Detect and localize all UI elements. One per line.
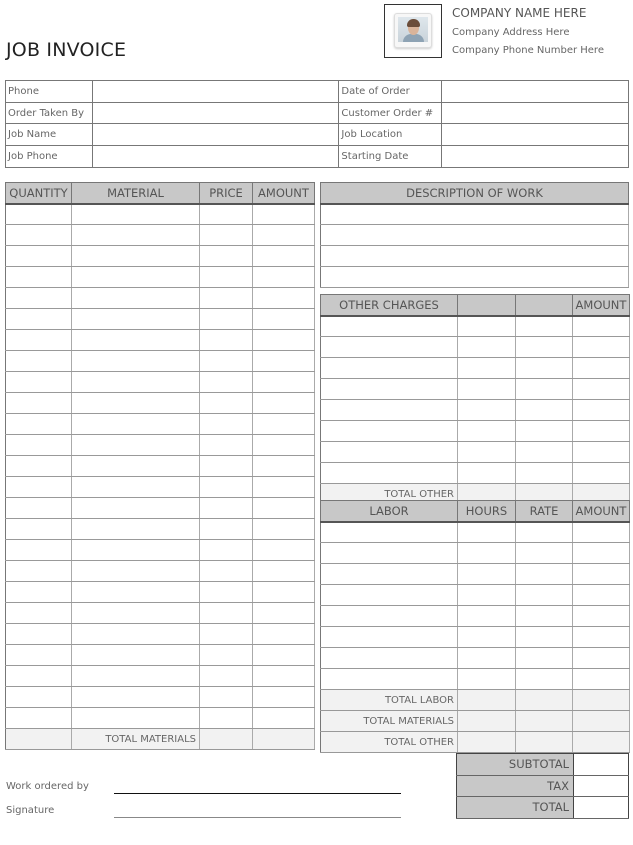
total-materials-label: TOTAL MATERIALS xyxy=(321,711,458,732)
labor-row xyxy=(321,522,630,543)
table-cell[interactable] xyxy=(200,645,253,666)
table-cell[interactable] xyxy=(6,414,72,435)
table-cell[interactable] xyxy=(321,267,629,288)
table-cell[interactable] xyxy=(200,624,253,645)
table-cell[interactable] xyxy=(573,564,630,585)
material-row xyxy=(6,498,315,519)
table-cell[interactable] xyxy=(200,603,253,624)
table-cell[interactable] xyxy=(6,582,72,603)
total-cell[interactable] xyxy=(516,711,573,732)
table-cell[interactable] xyxy=(573,442,630,463)
table-cell[interactable] xyxy=(573,522,630,543)
material-row xyxy=(6,351,315,372)
table-cell[interactable] xyxy=(458,337,516,358)
info-row xyxy=(6,146,629,168)
table-cell[interactable] xyxy=(6,561,72,582)
table-cell[interactable] xyxy=(253,519,315,540)
material-row xyxy=(6,309,315,330)
description-header: DESCRIPTION OF WORK xyxy=(321,183,629,204)
table-cell[interactable] xyxy=(516,606,573,627)
table-cell[interactable] xyxy=(573,400,630,421)
table-cell[interactable] xyxy=(458,564,516,585)
table-cell[interactable] xyxy=(200,561,253,582)
table-cell[interactable] xyxy=(321,400,458,421)
company-logo xyxy=(384,4,442,58)
table-cell[interactable] xyxy=(321,522,458,543)
table-cell[interactable] xyxy=(516,522,573,543)
table-cell[interactable] xyxy=(72,351,200,372)
table-cell[interactable] xyxy=(200,246,253,267)
total-other-label: TOTAL OTHER xyxy=(321,484,458,505)
other-charge-row xyxy=(321,400,630,421)
subtotal-field[interactable] xyxy=(574,754,629,776)
table-cell[interactable] xyxy=(200,330,253,351)
table-cell[interactable] xyxy=(573,358,630,379)
table-cell[interactable] xyxy=(321,316,458,337)
table-cell[interactable] xyxy=(573,627,630,648)
table-cell[interactable] xyxy=(458,463,516,484)
table-cell[interactable] xyxy=(200,372,253,393)
info-label: Job Location xyxy=(339,124,442,146)
table-cell[interactable] xyxy=(72,204,200,225)
info-label: Order Taken By xyxy=(6,102,93,124)
table-cell[interactable] xyxy=(200,582,253,603)
table-cell[interactable] xyxy=(6,666,72,687)
table-cell[interactable] xyxy=(200,351,253,372)
table-cell[interactable] xyxy=(200,456,253,477)
table-cell[interactable] xyxy=(321,204,629,225)
table-cell[interactable] xyxy=(573,606,630,627)
signature-line[interactable] xyxy=(114,817,401,818)
labor-row xyxy=(321,627,630,648)
table-cell[interactable] xyxy=(253,393,315,414)
table-cell[interactable] xyxy=(6,435,72,456)
info-label: Job Name xyxy=(6,124,93,146)
person-photo-icon xyxy=(394,13,432,48)
table-cell[interactable] xyxy=(321,358,458,379)
total-materials-label: TOTAL MATERIALS xyxy=(72,729,200,750)
col-header-material: MATERIAL xyxy=(72,183,200,204)
total-label: TOTAL xyxy=(457,797,574,819)
col-header-amount: AMOUNT xyxy=(253,183,315,204)
table-cell[interactable] xyxy=(573,379,630,400)
table-cell[interactable] xyxy=(200,225,253,246)
other-charge-row xyxy=(321,463,630,484)
table-cell[interactable] xyxy=(6,519,72,540)
subtotal-label: SUBTOTAL xyxy=(457,754,574,776)
company-name: COMPANY NAME HERE xyxy=(452,6,587,20)
total-cell[interactable] xyxy=(458,732,516,753)
table-cell[interactable] xyxy=(72,309,200,330)
total-labor-amount[interactable] xyxy=(573,690,630,711)
labor-row xyxy=(321,543,630,564)
col-header-rate: RATE xyxy=(516,501,573,522)
labor-table xyxy=(320,500,630,753)
table-cell[interactable] xyxy=(6,225,72,246)
material-row xyxy=(6,624,315,645)
table-cell[interactable] xyxy=(200,687,253,708)
company-address: Company Address Here xyxy=(452,27,570,38)
table-cell[interactable] xyxy=(321,564,458,585)
description-rows xyxy=(321,204,629,288)
job-location-field[interactable] xyxy=(442,124,629,146)
col-header-hours: HOURS xyxy=(458,501,516,522)
table-cell[interactable] xyxy=(6,708,72,729)
table-cell[interactable] xyxy=(253,288,315,309)
labor-row xyxy=(321,606,630,627)
material-row xyxy=(6,456,315,477)
signature-label: Signature xyxy=(6,805,55,816)
info-label: Customer Order # xyxy=(339,102,442,124)
table-cell[interactable] xyxy=(321,379,458,400)
labor-row xyxy=(321,669,630,690)
total-labor-label: TOTAL LABOR xyxy=(321,690,458,711)
material-row xyxy=(6,645,315,666)
table-cell[interactable] xyxy=(72,561,200,582)
material-row xyxy=(6,372,315,393)
page-title: JOB INVOICE xyxy=(6,39,127,61)
summary-table xyxy=(456,753,629,819)
description-row xyxy=(321,246,629,267)
table-cell[interactable] xyxy=(573,337,630,358)
table-cell[interactable] xyxy=(516,442,573,463)
table-cell[interactable] xyxy=(516,337,573,358)
table-cell[interactable] xyxy=(253,309,315,330)
info-row xyxy=(6,124,629,146)
table-cell[interactable] xyxy=(516,564,573,585)
table-cell[interactable] xyxy=(321,463,458,484)
work-ordered-by-line[interactable] xyxy=(114,793,401,794)
table-cell[interactable] xyxy=(72,582,200,603)
table-cell[interactable] xyxy=(72,225,200,246)
table-cell[interactable] xyxy=(516,669,573,690)
table-cell[interactable] xyxy=(200,288,253,309)
table-cell[interactable] xyxy=(6,477,72,498)
table-cell[interactable] xyxy=(72,456,200,477)
starting-date-field[interactable] xyxy=(442,146,629,168)
table-cell[interactable] xyxy=(516,463,573,484)
total-cell[interactable] xyxy=(516,732,573,753)
table-cell[interactable] xyxy=(458,316,516,337)
table-cell[interactable] xyxy=(72,687,200,708)
material-row xyxy=(6,225,315,246)
table-cell[interactable] xyxy=(458,543,516,564)
total-other-label: TOTAL OTHER xyxy=(321,732,458,753)
table-cell[interactable] xyxy=(253,372,315,393)
table-cell[interactable] xyxy=(72,246,200,267)
table-cell[interactable] xyxy=(321,421,458,442)
materials-rows xyxy=(6,204,315,729)
table-cell[interactable] xyxy=(253,435,315,456)
table-cell[interactable] xyxy=(573,585,630,606)
col-header-price: PRICE xyxy=(200,183,253,204)
material-row xyxy=(6,519,315,540)
table-cell[interactable] xyxy=(6,687,72,708)
table-cell[interactable] xyxy=(6,540,72,561)
table-cell[interactable] xyxy=(253,561,315,582)
table-cell[interactable] xyxy=(253,225,315,246)
material-row xyxy=(6,603,315,624)
table-cell[interactable] xyxy=(516,379,573,400)
other-charges-table xyxy=(320,294,630,505)
table-cell[interactable] xyxy=(200,393,253,414)
table-cell[interactable] xyxy=(72,267,200,288)
table-cell[interactable] xyxy=(253,708,315,729)
table-cell[interactable] xyxy=(253,351,315,372)
table-cell[interactable] xyxy=(200,309,253,330)
table-cell[interactable] xyxy=(321,669,458,690)
info-row xyxy=(6,81,629,103)
material-row xyxy=(6,435,315,456)
labor-total-row xyxy=(321,690,630,711)
total-cell[interactable] xyxy=(516,690,573,711)
table-cell[interactable] xyxy=(458,606,516,627)
material-row xyxy=(6,582,315,603)
description-table xyxy=(320,182,629,288)
other-charge-row xyxy=(321,442,630,463)
table-cell[interactable] xyxy=(516,421,573,442)
table-cell[interactable] xyxy=(321,627,458,648)
total-other-amount[interactable] xyxy=(573,732,630,753)
table-cell[interactable] xyxy=(321,442,458,463)
table-cell[interactable] xyxy=(573,669,630,690)
description-row xyxy=(321,267,629,288)
info-label: Phone xyxy=(6,81,93,103)
date-of-order-field[interactable] xyxy=(442,81,629,103)
table-cell[interactable] xyxy=(72,414,200,435)
table-cell[interactable] xyxy=(253,687,315,708)
table-cell[interactable] xyxy=(253,414,315,435)
total-materials-amount[interactable] xyxy=(573,711,630,732)
col-header-amount: AMOUNT xyxy=(573,295,630,316)
other-charge-row xyxy=(321,316,630,337)
table-cell[interactable] xyxy=(516,358,573,379)
table-cell[interactable] xyxy=(72,645,200,666)
total-cell[interactable] xyxy=(458,690,516,711)
order-taken-by-field[interactable] xyxy=(92,102,339,124)
table-cell[interactable] xyxy=(72,519,200,540)
table-cell[interactable] xyxy=(6,204,72,225)
col-header-blank xyxy=(458,295,516,316)
materials-total-row xyxy=(6,729,315,750)
table-cell[interactable] xyxy=(200,666,253,687)
table-cell[interactable] xyxy=(253,246,315,267)
other-charge-row xyxy=(321,379,630,400)
table-cell[interactable] xyxy=(253,666,315,687)
total-field[interactable] xyxy=(574,797,629,819)
material-row xyxy=(6,393,315,414)
col-header-other-charges: OTHER CHARGES xyxy=(321,295,458,316)
table-cell[interactable] xyxy=(516,400,573,421)
table-cell[interactable] xyxy=(200,708,253,729)
job-name-field[interactable] xyxy=(92,124,339,146)
company-info xyxy=(452,6,604,60)
table-cell[interactable] xyxy=(200,267,253,288)
labor-row xyxy=(321,648,630,669)
table-cell[interactable] xyxy=(6,330,72,351)
table-cell[interactable] xyxy=(253,603,315,624)
other-charge-row xyxy=(321,421,630,442)
labor-row xyxy=(321,585,630,606)
table-cell[interactable] xyxy=(6,351,72,372)
table-cell[interactable] xyxy=(200,477,253,498)
order-info-grid xyxy=(5,80,629,168)
table-cell[interactable] xyxy=(6,603,72,624)
material-row xyxy=(6,561,315,582)
table-cell[interactable] xyxy=(253,204,315,225)
table-cell[interactable] xyxy=(516,627,573,648)
material-row xyxy=(6,288,315,309)
table-cell[interactable] xyxy=(321,246,629,267)
labor-row xyxy=(321,564,630,585)
table-cell[interactable] xyxy=(253,456,315,477)
table-cell[interactable] xyxy=(458,648,516,669)
table-cell[interactable] xyxy=(72,498,200,519)
table-cell[interactable] xyxy=(458,669,516,690)
table-cell[interactable] xyxy=(200,519,253,540)
company-phone: Company Phone Number Here xyxy=(452,45,604,56)
table-cell[interactable] xyxy=(458,400,516,421)
table-cell[interactable] xyxy=(72,603,200,624)
customer-order-field[interactable] xyxy=(442,102,629,124)
table-cell[interactable] xyxy=(253,330,315,351)
material-row xyxy=(6,246,315,267)
table-cell[interactable] xyxy=(458,421,516,442)
table-cell[interactable] xyxy=(72,435,200,456)
table-cell[interactable] xyxy=(458,585,516,606)
col-header-quantity: QUANTITY xyxy=(6,183,72,204)
table-cell[interactable] xyxy=(458,442,516,463)
description-row xyxy=(321,225,629,246)
table-cell[interactable] xyxy=(200,498,253,519)
col-header-labor: LABOR xyxy=(321,501,458,522)
table-cell[interactable] xyxy=(321,648,458,669)
material-row xyxy=(6,414,315,435)
tax-field[interactable] xyxy=(574,775,629,797)
table-cell[interactable] xyxy=(6,267,72,288)
labor-rows xyxy=(321,522,630,690)
table-cell[interactable] xyxy=(253,498,315,519)
info-label: Job Phone xyxy=(6,146,93,168)
tax-label: TAX xyxy=(457,775,574,797)
material-row xyxy=(6,687,315,708)
other-charge-row xyxy=(321,337,630,358)
table-cell[interactable] xyxy=(200,204,253,225)
phone-field[interactable] xyxy=(92,81,339,103)
col-header-blank xyxy=(516,295,573,316)
total-cell[interactable] xyxy=(458,711,516,732)
material-row xyxy=(6,708,315,729)
material-row xyxy=(6,204,315,225)
table-cell[interactable] xyxy=(6,372,72,393)
table-cell[interactable] xyxy=(253,540,315,561)
table-cell[interactable] xyxy=(458,522,516,543)
table-cell[interactable] xyxy=(573,463,630,484)
table-cell[interactable] xyxy=(72,393,200,414)
material-row xyxy=(6,666,315,687)
table-cell[interactable] xyxy=(72,666,200,687)
material-row xyxy=(6,477,315,498)
material-row xyxy=(6,267,315,288)
info-row xyxy=(6,102,629,124)
table-cell[interactable] xyxy=(72,330,200,351)
materials-table xyxy=(5,182,315,750)
table-cell[interactable] xyxy=(6,498,72,519)
total-materials-amount[interactable] xyxy=(253,729,315,750)
info-label: Date of Order xyxy=(339,81,442,103)
material-row xyxy=(6,540,315,561)
info-label: Starting Date xyxy=(339,146,442,168)
other-charge-row xyxy=(321,358,630,379)
table-cell[interactable] xyxy=(253,582,315,603)
table-cell[interactable] xyxy=(253,645,315,666)
table-cell[interactable] xyxy=(573,316,630,337)
table-cell[interactable] xyxy=(458,379,516,400)
table-cell[interactable] xyxy=(6,456,72,477)
table-cell[interactable] xyxy=(72,540,200,561)
table-cell[interactable] xyxy=(321,543,458,564)
table-cell[interactable] xyxy=(516,585,573,606)
table-cell[interactable] xyxy=(321,606,458,627)
other-charges-rows xyxy=(321,316,630,484)
table-cell[interactable] xyxy=(200,435,253,456)
table-cell[interactable] xyxy=(72,708,200,729)
table-cell[interactable] xyxy=(573,648,630,669)
job-phone-field[interactable] xyxy=(92,146,339,168)
table-cell[interactable] xyxy=(516,316,573,337)
table-cell[interactable] xyxy=(253,624,315,645)
work-ordered-by-label: Work ordered by xyxy=(6,781,89,792)
table-cell[interactable] xyxy=(6,309,72,330)
description-row xyxy=(321,204,629,225)
table-cell[interactable] xyxy=(253,267,315,288)
table-cell[interactable] xyxy=(321,225,629,246)
table-cell[interactable] xyxy=(253,477,315,498)
table-cell[interactable] xyxy=(6,393,72,414)
table-cell[interactable] xyxy=(573,543,630,564)
table-cell[interactable] xyxy=(72,288,200,309)
table-cell[interactable] xyxy=(72,477,200,498)
table-cell[interactable] xyxy=(72,372,200,393)
col-header-amount: AMOUNT xyxy=(573,501,630,522)
table-cell[interactable] xyxy=(458,627,516,648)
table-cell[interactable] xyxy=(200,540,253,561)
labor-total-other-row xyxy=(321,732,630,753)
table-cell[interactable] xyxy=(516,543,573,564)
table-cell[interactable] xyxy=(6,645,72,666)
table-cell[interactable] xyxy=(6,288,72,309)
table-cell[interactable] xyxy=(321,585,458,606)
table-cell[interactable] xyxy=(72,624,200,645)
table-cell[interactable] xyxy=(321,337,458,358)
labor-total-materials-row xyxy=(321,711,630,732)
total-cell[interactable] xyxy=(200,729,253,750)
table-cell[interactable] xyxy=(200,414,253,435)
table-cell[interactable] xyxy=(516,648,573,669)
table-cell[interactable] xyxy=(6,624,72,645)
table-cell[interactable] xyxy=(6,246,72,267)
table-cell[interactable] xyxy=(458,358,516,379)
table-cell[interactable] xyxy=(573,421,630,442)
material-row xyxy=(6,330,315,351)
